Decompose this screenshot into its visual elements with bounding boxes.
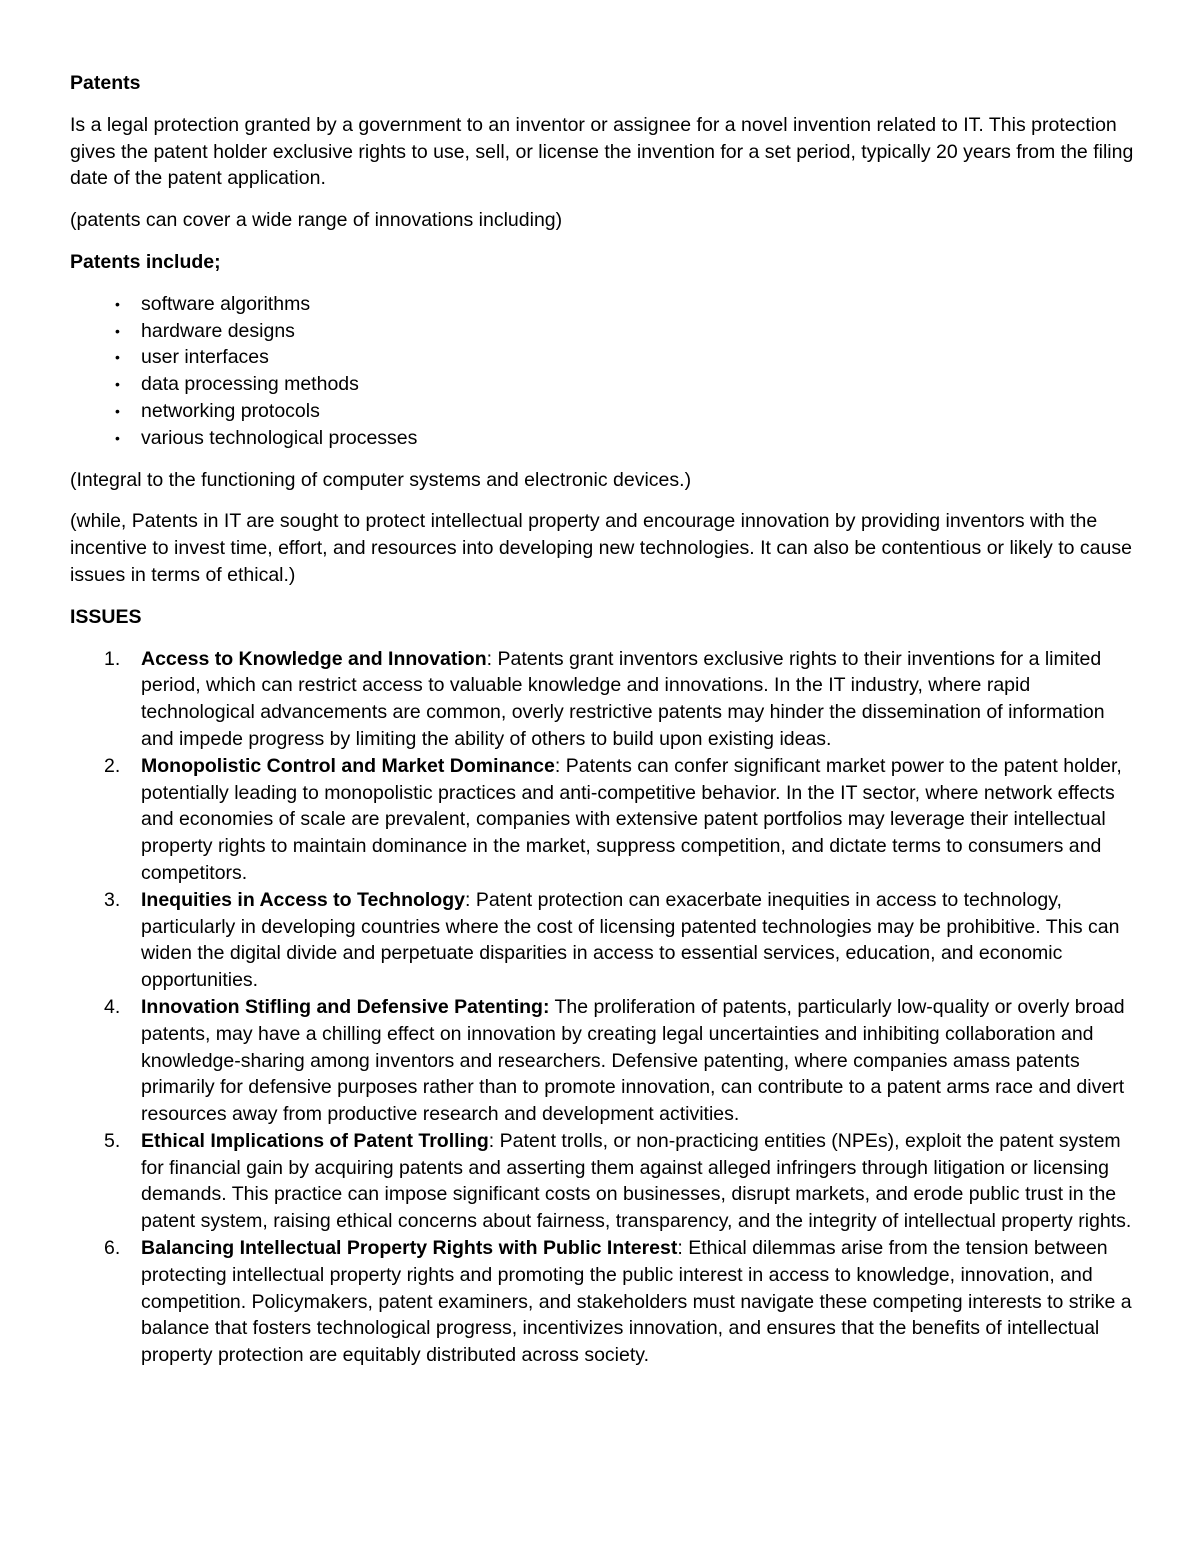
includes-heading: Patents include; [70,250,221,273]
document-page [70,70,1140,1369]
page-title: Patents [70,72,141,94]
issue-separator: : [554,754,561,777]
issue-separator: : [488,1129,495,1152]
issue-text: Patents grant inventors exclusive rights to their inventions for a limited period, which can restrict access to valuable knowledge and innovations. In the IT industry, where rapid technological advancements are common, overly restrictive patents may hinder the dissemination of information and impede progress by limiting the ability of others to build upon existing ideas. [141,647,1105,750]
issues-heading: ISSUES [70,605,142,628]
issue-text: Ethical dilemmas arise from the tension between protecting intellectual property rights and promoting the public interest in access to knowledge, innovation, and competition. Policymakers, patent examiners, and stakeholders must navigate these competing interests to strike a balance that fosters technological progress, incentivizes innovation, and ensures that the benefits of intellectual property protection are equitably distributed across society. [141,1237,1132,1367]
issue-item [70,753,1140,887]
list-item [70,398,1140,425]
issue-separator: : [677,1237,683,1260]
bullet-icon: • [115,402,120,419]
issue-number: 6. [104,1237,121,1260]
issues-list [70,646,1140,1370]
issue-separator: : [486,647,493,670]
issue-text: Patent trolls, or non-practicing entities (NPEs), exploit the patent system for financial gain by acquiring patents and asserting them against alleged infringers through litigation or licensing demands. This practice can impose significant costs on businesses, disrupt markets, and erode public trust in the patent system, raising ethical concerns about fairness, transparency, and the integrity of intellectual property rights. [141,1129,1132,1233]
intro-paragraph: Is a legal protection granted by a government to an inventor or assignee for a novel invention related to IT. This protection gives the patent holder exclusive rights to use, sell, or license the invention for a set period, typically 20 years from the filing date of the patent application. [70,113,1134,190]
contention-note: (while, Patents in IT are sought to protect intellectual property and encourage innovation by providing inventors with the incentive to invest time, effort, and resources into developing new technologies. It can also be contentious or likely to cause issues in terms of ethical.) [70,510,1132,586]
issue-item [70,887,1140,994]
list-item-text: networking protocols [141,399,320,422]
issue-title: Monopolistic Control and Market Dominance [141,754,555,777]
issue-number: 5. [104,1129,121,1152]
integral-note: (Integral to the functioning of computer systems and electronic devices.) [70,468,692,491]
issue-title: Inequities in Access to Technology [141,888,465,911]
bullet-icon: • [115,349,120,366]
issue-item [70,1128,1140,1235]
list-item [70,318,1140,345]
list-item [70,344,1140,371]
coverage-note: (patents can cover a wide range of innovations including) [70,209,563,232]
issue-title: Balancing Intellectual Property Rights with Public Interest [141,1237,678,1260]
list-item-text: various technological processes [141,426,418,449]
list-item [70,425,1140,452]
list-item-text: user interfaces [141,346,269,369]
issue-number: 3. [104,888,121,911]
issue-title: Access to Knowledge and Innovation [141,647,487,670]
list-item-text: software algorithms [141,292,311,315]
issue-text: The proliferation of patents, particularly low-quality or overly broad patents, may have a chilling effect on innovation by creating legal uncertainties and inhibiting collaboration and knowledge-sharing among inventors and researchers. Defensive patenting, where companies amass patents primarily for defensive purposes rather than to promote innovation, can contribute to a patent arms race and divert resources away from productive research and development activities. [141,995,1125,1126]
issue-number: 1. [104,647,121,670]
issue-item [70,994,1140,1128]
issue-item [70,646,1140,753]
issue-number: 2. [104,754,121,777]
bullet-icon: • [115,376,120,393]
issue-title: Innovation Stifling and Defensive Patenting: [141,995,550,1018]
list-item [70,291,1140,318]
issue-number: 4. [104,995,121,1018]
issue-title: Ethical Implications of Patent Trolling [141,1129,489,1152]
issue-separator: : [464,888,471,911]
issue-text: Patents can confer significant market power to the patent holder, potentially leading to monopolistic practices and anti-competitive behavior. In the IT sector, where network effects and economies of scale are prevalent, companies with extensive patent portfolios may leverage their intellectual property rights to maintain dominance in the market, suppress competition, and dictate terms to consumers and competitors. [141,754,1122,884]
list-item-text: hardware designs [141,319,295,342]
issue-item [70,1235,1140,1369]
list-item-text: data processing methods [141,373,359,396]
bullet-icon: • [115,429,120,446]
bullet-icon: • [115,295,120,312]
includes-list [70,291,1140,452]
issue-text: Patent protection can exacerbate inequities in access to technology, particularly in developing countries where the cost of licensing patented technologies may be prohibitive. This can widen the digital divide and perpetuate disparities in access to essential services, education, and economic opportunities. [141,888,1120,992]
list-item [70,371,1140,398]
bullet-icon: • [115,322,120,339]
